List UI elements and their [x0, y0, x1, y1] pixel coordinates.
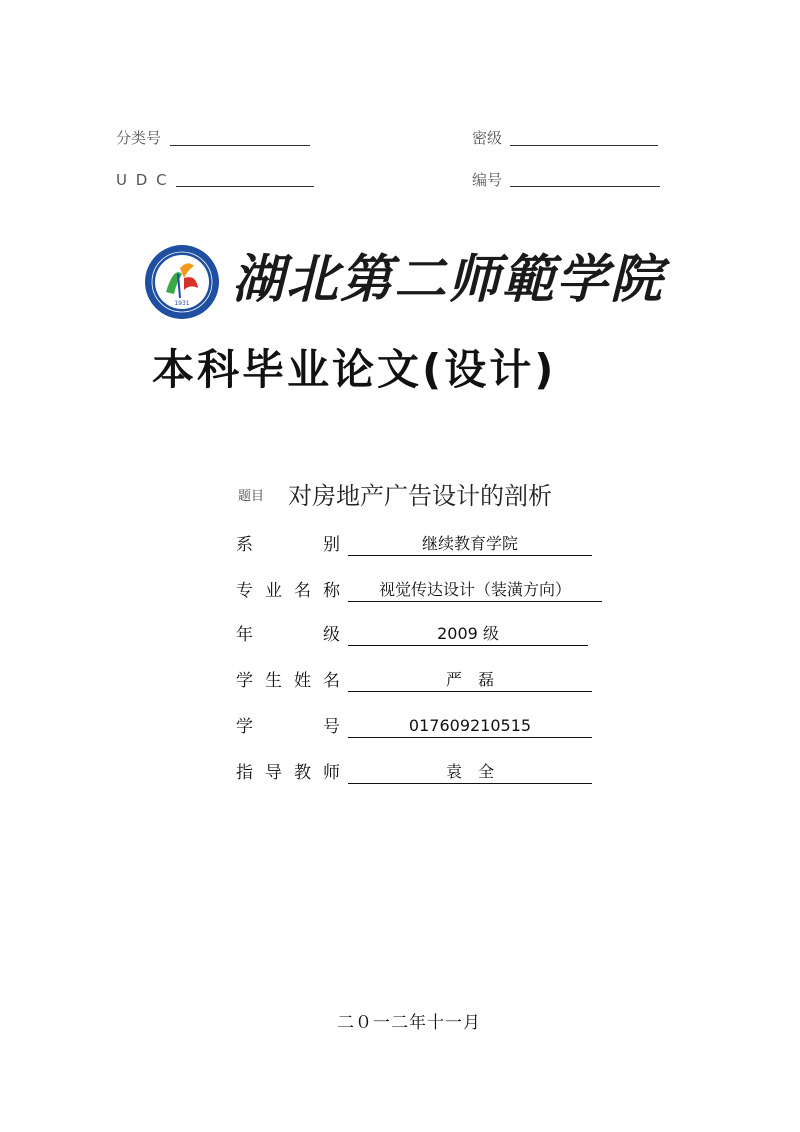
info-row-value: 严 磊 — [348, 669, 592, 692]
info-row-label-char: 学 — [236, 671, 253, 691]
info-row-label-char: 业 — [265, 581, 282, 601]
info-row-label-char: 系 — [236, 535, 253, 555]
info-row-value: 袁 全 — [348, 761, 592, 784]
info-row-label-char: 名 — [323, 671, 340, 691]
classification-label: 分类号 — [116, 129, 162, 147]
secrecy-label: 密级 — [472, 129, 503, 147]
info-row-label-char: 姓 — [294, 671, 311, 691]
info-row-label-char: 师 — [323, 763, 340, 783]
info-row-label-char: 名 — [294, 581, 311, 601]
info-row-label-char: 级 — [323, 625, 340, 645]
serial-blank — [510, 186, 660, 187]
info-row-value: 017609210515 — [348, 715, 592, 738]
udc-blank — [176, 186, 314, 187]
info-row-label — [236, 715, 340, 739]
info-row-label-char: 学 — [236, 717, 253, 737]
seal-year-text: 1931 — [174, 300, 190, 307]
info-row-value: 视觉传达设计（装潢方向） — [348, 579, 602, 602]
udc-label: U D C — [116, 171, 169, 189]
info-row-label-char: 指 — [236, 763, 253, 783]
info-row-label-char: 教 — [294, 763, 311, 783]
info-row-label-char: 称 — [323, 581, 340, 601]
serial-label: 编号 — [472, 171, 503, 189]
info-row-label — [236, 623, 340, 647]
info-row-label — [236, 669, 340, 693]
secrecy-blank — [510, 145, 658, 146]
thesis-type-title: 本科毕业论文(设计) — [152, 345, 557, 394]
info-row-label-char: 年 — [236, 625, 253, 645]
classification-blank — [170, 145, 310, 146]
info-row-label-char: 生 — [265, 671, 282, 691]
info-row-label-char: 别 — [323, 535, 340, 555]
info-row-label — [236, 579, 340, 603]
info-row-value: 2009 级 — [348, 623, 588, 646]
school-name: 湖北第二师範学院 — [232, 249, 665, 310]
university-seal-icon — [144, 244, 220, 320]
topic-label: 题目 — [238, 489, 265, 504]
submission-date: 二０一二年十一月 — [337, 1013, 481, 1033]
info-row-value: 继续教育学院 — [348, 533, 592, 556]
info-row-label — [236, 533, 340, 557]
info-row-label-char: 号 — [323, 717, 340, 737]
info-row-label-char: 专 — [236, 581, 253, 601]
info-row-label — [236, 761, 340, 785]
info-row-label-char: 导 — [265, 763, 282, 783]
topic-text: 对房地产广告设计的剖析 — [288, 482, 552, 510]
